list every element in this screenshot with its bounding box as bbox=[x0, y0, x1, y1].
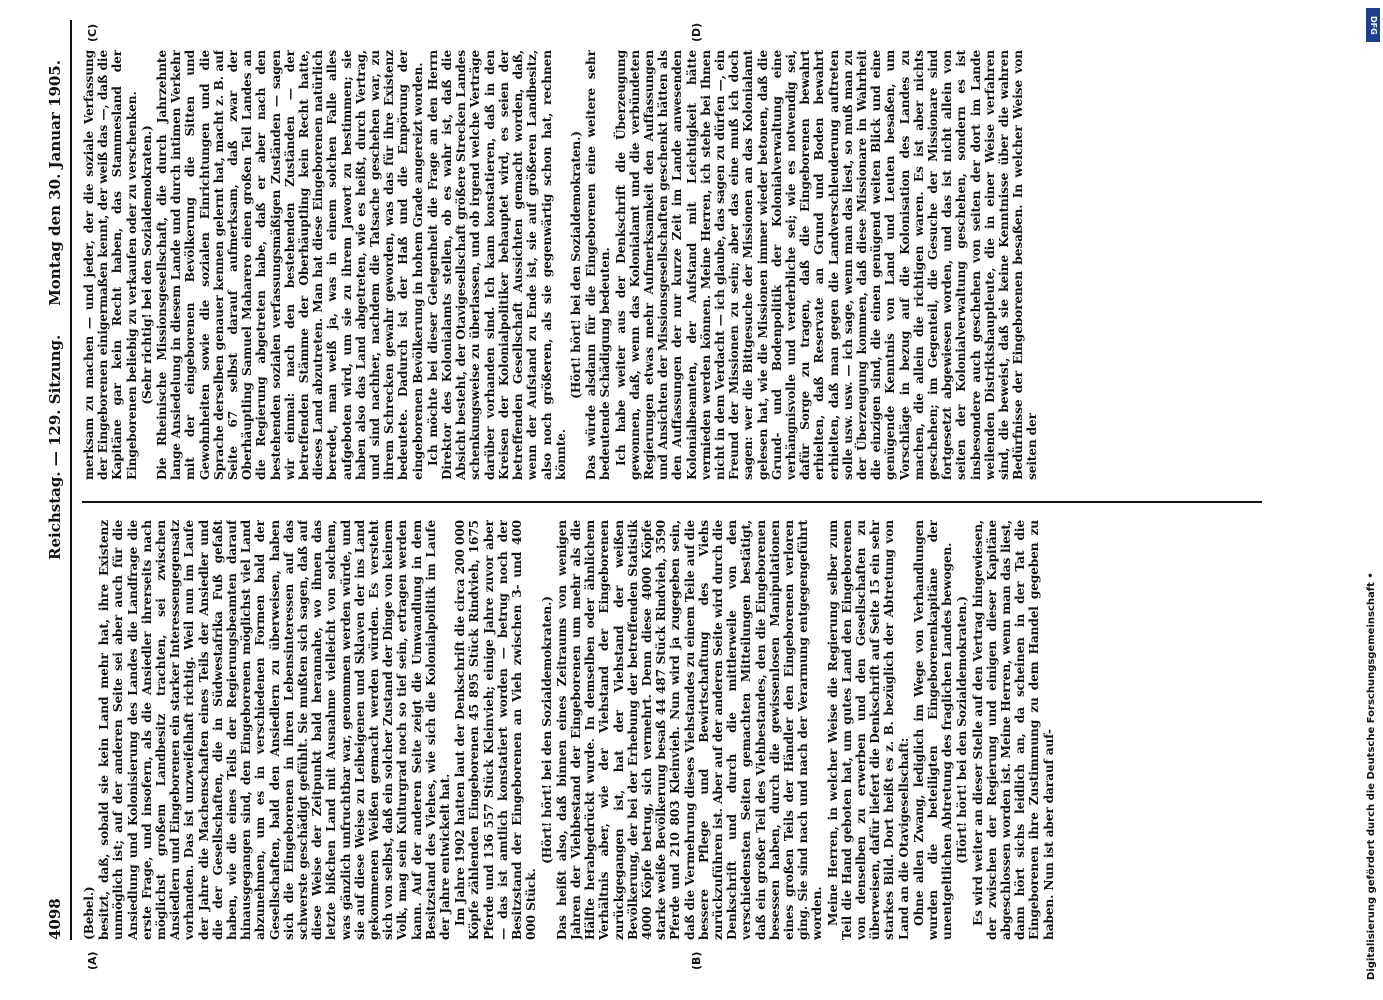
page-title: Reichstag. — 129. Sitzung. bbox=[46, 334, 64, 560]
paragraph: Ich möchte bei dieser Gelegenheit die Frage an den Herrn Direktor des Kolonialamts stellen, ob es wahr ist, daß die Absicht besteht, der Otavigesellschaft größere Strecken Landes schenkungsweise zu überlassen, und ob irgend welche Verträge darüber vorhanden sind. Ich kann konstatieren, daß in den Kreisen der Kolonialpolitiker behauptet wird, es seien der betreffenden Gesellschaft Aussichten gemacht worden, daß, wenn der Aufstand zu Ende ist, sie auf größeren Landbesitz, also noch größeren, als sie gegenwärtig schon hat, rechnen könnte. bbox=[425, 50, 568, 480]
paragraph: (Bebel.) bbox=[82, 886, 96, 940]
section-marker-b: (B) bbox=[690, 951, 703, 970]
paragraph: Das heißt also, daß binnen eines Zeitraums von wenigen Jahren der Viehbestand der Eingeborenen um mehr als die Hälfte herabgedrückt wurde. In demselben oder ähnlichem Verhältnis aber, wie der Viehstand der Eingeborenen zurückgegangen ist, hat der Viehstand der weißen Bevölkerung, der bei der Erhebung der betreffenden Statistik 4000 Köpfe betrug, sich vermehrt. Denn diese 4000 Köpfe starke weiße Bevölkerung besaß 44 487 Stück Rindvieh, 3590 Pferde und 210 803 Kleinvieh. Nun wird ja zugegeben sein, daß die Vermehrung dieses Viehstandes zu einem Teile auf die bessere Pflege und Bewirtschaftung des Viehs zurückzuführen ist. Aber auf der anderen Seite wird durch die Denkschrift und durch die mittlerweile von den verschiedensten Seiten gemachten Mitteilungen bestätigt, daß ein großer Teil des Viehbestandes, den die Eingeborenen besessen haben, durch die gewissenlosen Manipulationen eines großen Teils der Händler den Eingeborenen verloren ging. Sie sind nach und nach der Verarmung entgegengeführt worden. bbox=[554, 520, 825, 940]
paragraph: Die Rheinische Missionsgesellschaft, die durch Jahrzehnte lange Ansiedelung in diesem Lande und durch intimen Verkehr mit der eingeborenen Bevölkerung die Sitten und Gewohnheiten sowie die sozialen Einrichtungen und die Sprache derselben genauer kennen gelernt hat, macht z. B. auf Seite 67 selbst darauf aufmerksam, daß zwar der Oberhäuptling Samuel Maharero einen großen Teil Landes an die Regierung abgetreten habe, daß er aber nach den bestehenden sozialen verfassungsmäßigen Zuständen — sagen wir einmal: nach den bestehenden Zuständen — der betreffenden Stämme der Oberhäuptling kein Recht hatte, dieses Land abzutreten. Man hat diese Eingeborenen natürlich beredet, man weiß ja, was in einem solchen Falle alles aufgeboten wird, um sie zu ihrem Jawort zu bestimmen; sie haben also das Land abgetreten, wie es heißt, durch Vertrag, und sind nachher, nachdem die Tatsache geschehen war, zu ihrem Schrecken gewahr geworden, was das für ihre Existenz bedeutete. Dadurch ist der Haß und die Empörung der eingeborenen Bevölkerung in hohem Grade angereizt worden. bbox=[155, 50, 425, 480]
section-marker-d: (D) bbox=[690, 22, 703, 42]
paragraph: merksam zu machen — und jeder, der die soziale Verfassung der Eingeborenen einigermaßen kennt, der weiß das —, daß die Kapitäne gar kein Recht haben, das Stammesland der Eingeborenen beliebig zu verkaufen oder zu verschenken. bbox=[82, 50, 139, 480]
paragraph: (Hört! hört! bei den Sozialdemokraten.) bbox=[568, 131, 583, 399]
paragraph: Es wird weiter an dieser Stelle auf den Vertrag hingewiesen, der zwischen der Regierung und einigen dieser Kapitäne abgeschlossen worden ist. Meine Herren, wenn man das liest, dann hört sichs leidlich an, da scheinen in der Tat die Eingeborenen ihre Zustimmung zu dem Handel gegeben zu haben. Nun ist aber darauf auf- bbox=[970, 520, 1056, 940]
paragraph: Ohne allen Zwang, lediglich im Wege von Verhandlungen wurden die beteiligten Eingeborenenkapitäne der unentgeltlichen Abtretung des fraglichen Landes bewogen. bbox=[911, 520, 955, 940]
paragraph: (Hört! hört! bei den Sozialdemokraten.) bbox=[539, 596, 554, 864]
page-header bbox=[40, 20, 72, 940]
section-marker-a: (A) bbox=[86, 951, 99, 970]
column-divider bbox=[82, 501, 1262, 503]
paragraph: Meine Herren, in welcher Weise die Regierung selber zum Teil die Hand geboten hat, um gutes Land den Eingeborenen von denselben zu erwerben und den Gesellschaften zu überweisen, dafür liefert die Denkschrift auf Seite 15 ein sehr starkes Bild. Dort heißt es z. B. bezüglich der Abtretung von Land an die Otavigesellschaft: bbox=[825, 520, 911, 940]
dfg-logo: DFG bbox=[1366, 8, 1380, 42]
right-column bbox=[82, 50, 1262, 480]
paragraph: Das würde alsdann für die Eingeborenen eine weitere sehr bedeutende Schädigung bedeuten. bbox=[584, 50, 613, 480]
paragraph: Ich habe weiter aus der Denkschrift die Überzeugung gewonnen, daß, wenn das Kolonialamt und die verbündeten Regierungen etwas mehr Aufmerksamkeit den Auffassungen und Ansichten der Missionsgesellschaften geschenkt hätten als den Auffassungen der nur kurze Zeit im Lande anwesenden Kolonialbeamten, der Aufstand mit Leichtigkeit hätte vermieden werden können. Meine Herren, ich stehe bei Ihnen nicht in dem Verdacht — ich glaube, das sagen zu dürfen —, ein Freund der Missionen zu sein; aber das eine muß ich doch sagen: wer die Bittgesuche der Missionen an das Kolonialamt gelesen hat, wie die Missionen immer wieder betonen, daß die Grund- und Bodenpolitik der Kolonialverwaltung eine verhängnisvolle und verderbliche sei; wie es notwendig sei, dafür Sorge zu tragen, daß die Eingeborenen bewahrt erhielten, daß Reservate an Grund und Boden bewahrt erhielten, daß man gegen die Landverschleuderung auftreten solle usw. usw. — ich sage, wenn man das liest, so muß man zu der Überzeugung kommen, daß diese Missionare in Wahrheit die einzigen sind, die einen genügend weiten Blick und eine genügende Kenntnis von Land und Leuten besaßen, um Vorschläge in bezug auf die Kolonisation des Landes zu machen, die allein die richtigen waren. Es ist aber nichts geschehen; im Gegenteil, die Gesuche der Missionare sind fortgesetzt abgewiesen worden, und das ist nicht allein von seiten der Kolonialverwaltung geschehen, sondern es ist insbesondere auch geschehen von seiten der dort im Lande weilenden Distriktshauptleute, die in einer Weise verfahren sind, die beweist, daß sie keine Kenntnisse über die wahren Bedürfnisse der Eingeborenen besaßen. In welcher Weise von seiten der bbox=[613, 50, 1040, 480]
paragraph: besitzt, daß, sobald sie kein Land mehr hat, ihre Existenz unmöglich ist; auf der anderen Seite sei aber auch für die Ansiedlung und Kolonisierung des Landes die Landfrage die erste Frage, und insofern, als die Ansiedler ihrerseits nach möglichst großem Landbesitz trachten, sei zwischen Ansiedlern und Eingeborenen ein starker Interessengegensatz vorhanden. Das ist unzweifelhaft richtig. Weil nun im Laufe der Jahre die Machenschaften eines Teils der Ansiedler und die der Gesellschaften, die in Südwestafrika Fuß gefaßt haben, wie die eines Teils der Regierungsbeamten darauf hinausgegangen sind, den Eingeborenen möglichst viel Land abzunehmen, um es in verschiedenen Formen bald der Gesellschaften, bald den Ansiedlern zu überweisen, haben sich die Eingeborenen in ihren Lebensinteressen auf das schwerste geschädigt gefühlt. Sie mußten sich sagen, daß auf diese Weise der Zeitpunkt bald herannahe, wo ihnen das letzte bißchen Land mit Ausnahme vielleicht von solchem, was gänzlich unfruchtbar war, genommen werden würde, und sie auf diese Weise zu Leibeigenen und Sklaven der ins Land gekommenen Weißen gemacht werden würden. Es versteht sich von selbst, daß ein solcher Zustand der Dinge von keinem Volk, mag sein Kulturgrad noch so tief sein, ertragen werden kann. Auf der anderen Seite zeigt die Umwandlung in dem Besitzstand des Viehes, wie sich die Kolonialpolitik im Laufe der Jahre entwickelt hat. bbox=[97, 520, 453, 940]
page-number: 4098 bbox=[46, 898, 64, 940]
paragraph: (Hört! hört! bei den Sozialdemokraten.) bbox=[955, 596, 970, 864]
paragraph: (Sehr richtig! bei den Sozialdemokraten.) bbox=[139, 125, 154, 405]
paragraph: Im Jahre 1902 hatten laut der Denkschrift die circa 200 000 Köpfe zählenden Eingeborenen 45 895 Stück Rindvieh, 1675 Pferde und 136 557 Stück Kleinvieh; einige Jahre zuvor aber — das ist amtlich konstatiert worden — betrug noch der Besitzstand der Eingeborenen an Vieh zwischen 3- und 400 000 Stück. bbox=[453, 520, 539, 940]
section-marker-c: (C) bbox=[86, 23, 99, 42]
session-date: Montag den 30. Januar 1905. bbox=[46, 60, 64, 306]
digitization-credit: Digitalisierung gefördert durch die Deutsche Forschungsgemeinschaft • bbox=[1366, 572, 1377, 980]
left-column bbox=[82, 520, 1262, 940]
